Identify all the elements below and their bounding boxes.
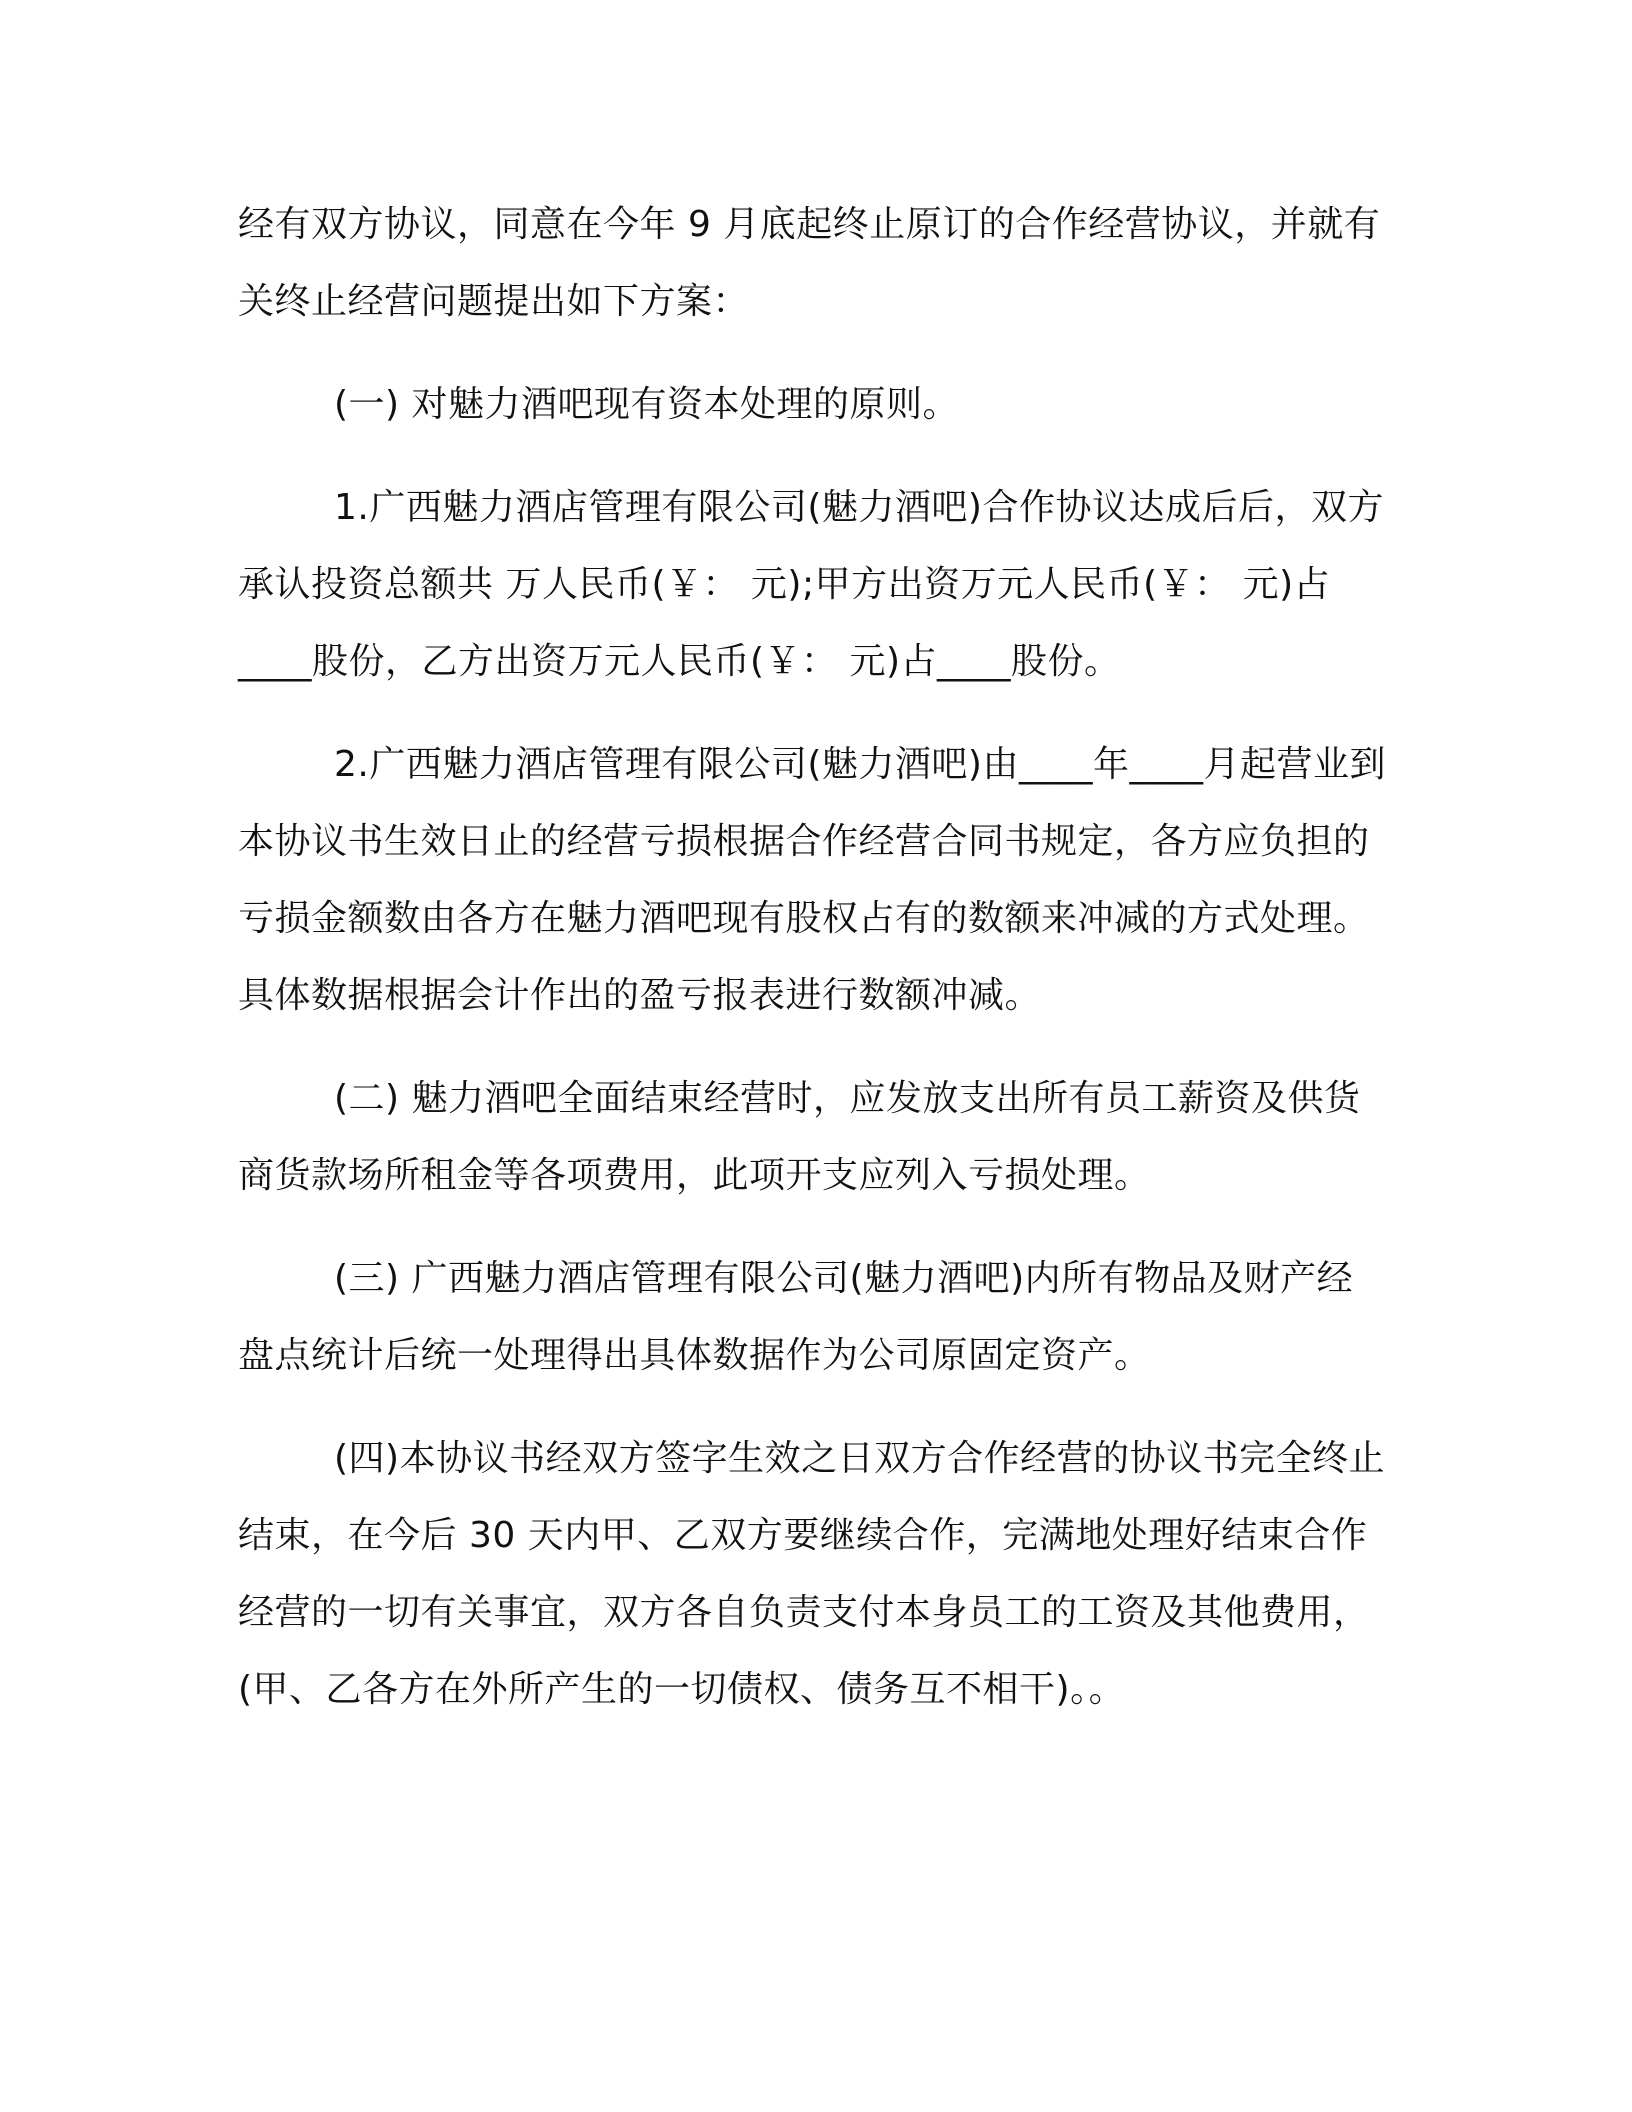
paragraph-intro: 经有双方协议，同意在今年 9 月底起终止原订的合作经营协议，并就有关终止经营问题提出如下方案： [238,204,1381,322]
paragraph-section-3: (三) 广西魅力酒店管理有限公司(魅力酒吧)内所有物品及财产经盘点统计后统一处理得出具体数据作为公司原固定资产。 [238,1258,1354,1376]
paragraph-item-1: 1.广西魅力酒店管理有限公司(魅力酒吧)合作协议达成后后，双方承认投资总额共 万人民币(￥： 元);甲方出资万元人民币(￥： 元)占____股份，乙方出资万元人民币(￥： 元)占____股份。 [238,487,1384,682]
paragraph-section-4: (四)本协议书经双方签字生效之日双方合作经营的协议书完全终止结束，在今后 30 天内甲、乙双方要继续合作，完满地处理好结束合作经营的一切有关事宜，双方各自负责支付本身员工的工资及其他费用，(甲、乙各方在外所产生的一切债权、债务互不相干)。。 [238,1438,1386,1710]
paragraph-section-2: (二) 魅力酒吧全面结束经营时，应发放支出所有员工薪资及供货商货款场所租金等各项费用，此项开支应列入亏损处理。 [238,1078,1361,1196]
document-body [238,186,1386,1754]
paragraph-section-1-heading: (一) 对魅力酒吧现有资本处理的原则。 [334,384,960,425]
paragraph-item-2: 2.广西魅力酒店管理有限公司(魅力酒吧)由____年____月起营业到本协议书生效日止的经营亏损根据合作经营合同书规定，各方应负担的亏损金额数由各方在魅力酒吧现有股权占有的数额来冲减的方式处理。具体数据根据会计作出的盈亏报表进行数额冲减。 [238,744,1386,1016]
